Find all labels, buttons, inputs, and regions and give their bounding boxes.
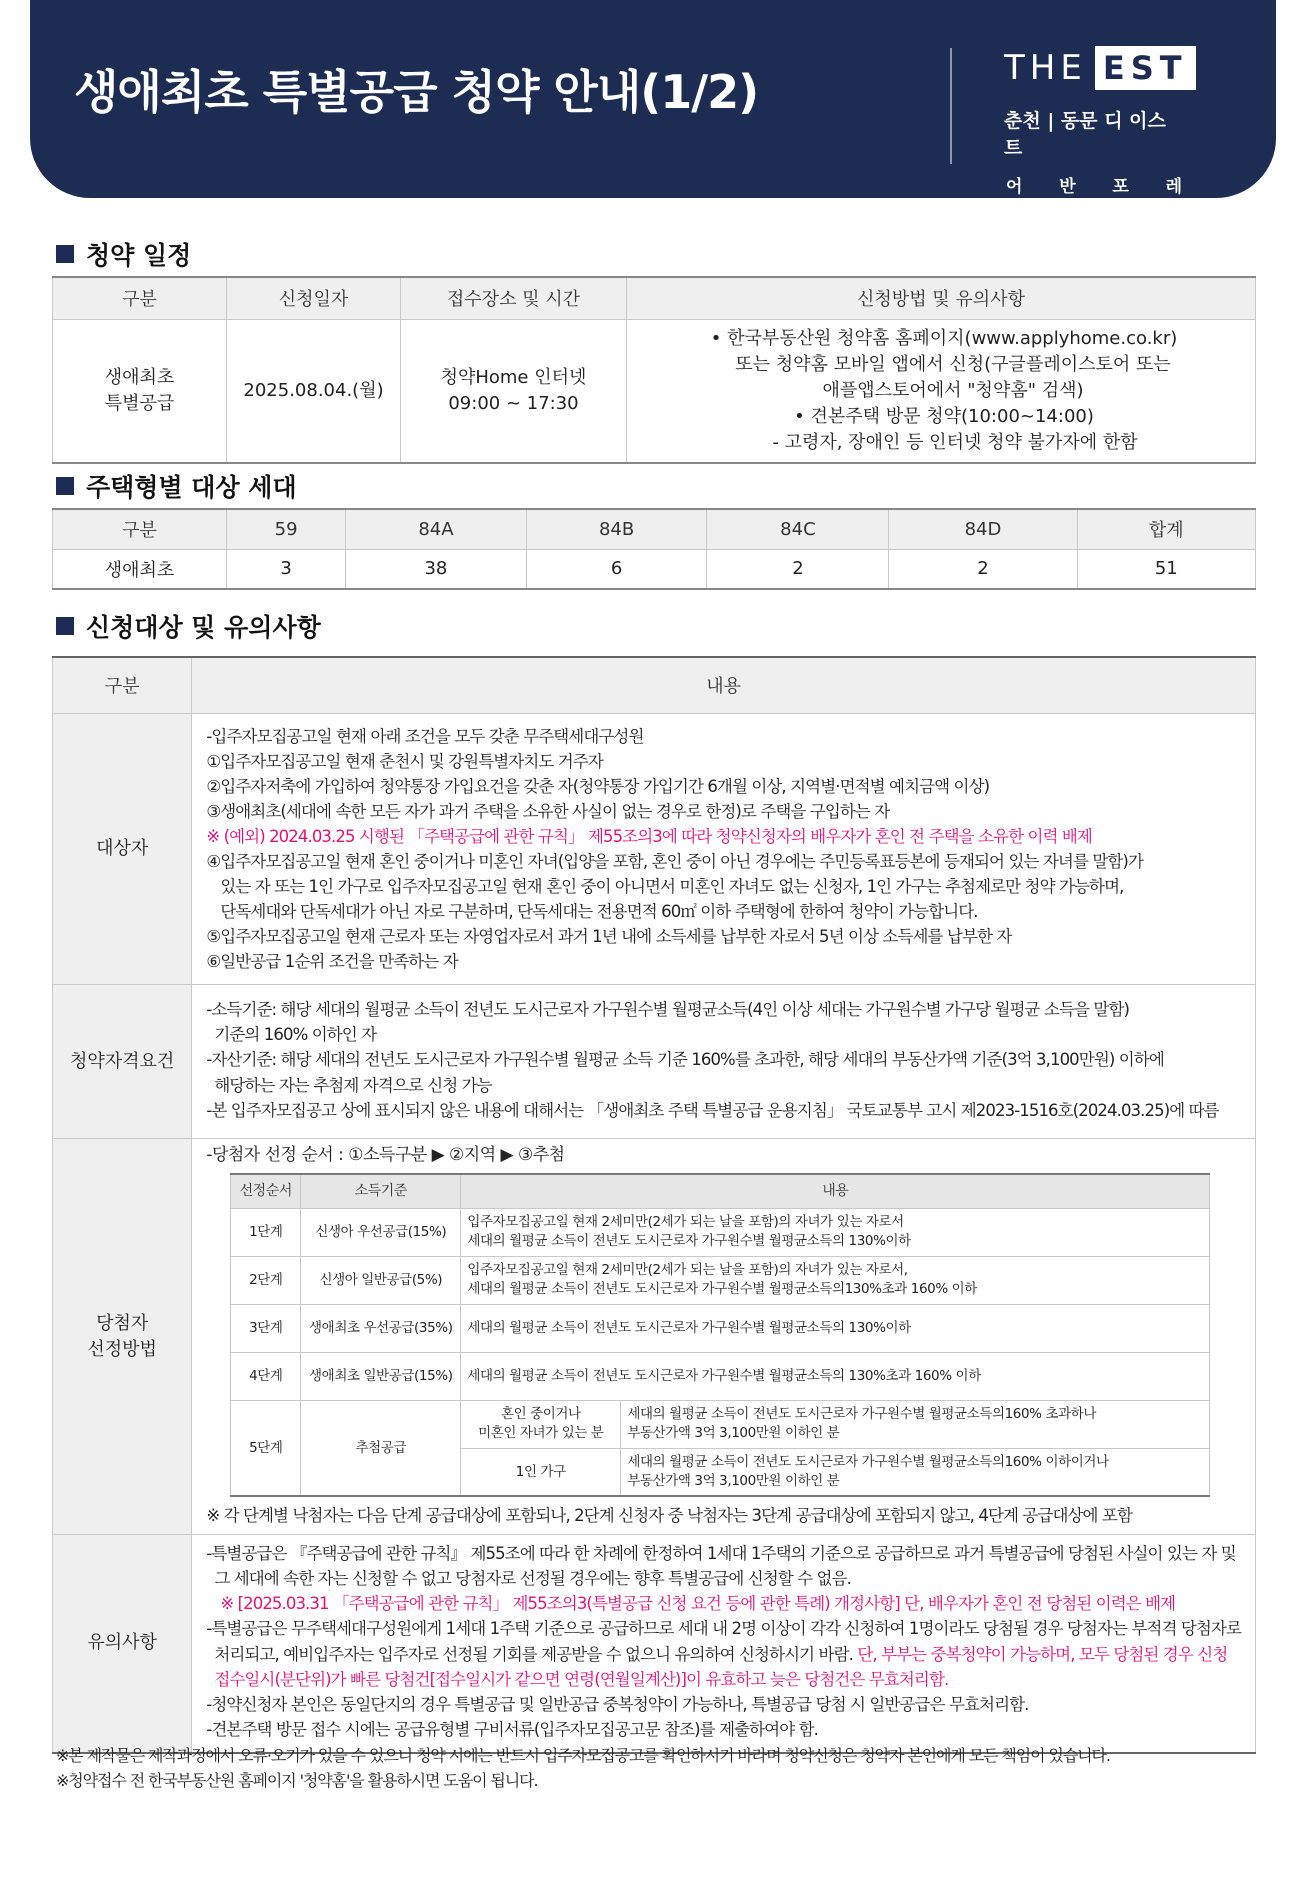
table-cell: 6	[526, 549, 707, 589]
content-line: ②입주자저축에 가입하여 청약통장 가입요건을 갖춘 자(청약통장 가입기간 6개월 이상, 지역별·면적별 예치금액 이상)	[206, 776, 990, 796]
table-cell: 2	[889, 549, 1077, 589]
square-bullet-icon	[56, 477, 74, 495]
schedule-table	[52, 276, 1256, 464]
logo-char: 어	[1006, 177, 1023, 197]
table-row	[231, 1208, 1210, 1256]
table-row	[53, 1535, 1256, 1753]
row-content	[192, 1535, 1256, 1753]
sub-criteria-cell: 1인 가구	[461, 1448, 621, 1496]
logo-char: 레	[1165, 177, 1182, 197]
content-line: -견본주택 방문 접수 시에는 공급유형별 구비서류(입주자모집공고문 참조)를 제출하여야 함.	[206, 1719, 818, 1739]
cell-text: 입주자모집공고일 현재 2세미만(2세가 되는 날을 포함)의 자녀가 있는 자로서,	[467, 1262, 908, 1279]
table-header: 신청일자	[227, 277, 401, 319]
cell-text: 부동산가액 3억 3,100만원 이하인 분	[627, 1472, 840, 1489]
method-line: • 한국부동산원 청약홈 홈페이지(www.applyhome.co.kr)	[710, 327, 1178, 349]
content-cell	[621, 1400, 1210, 1448]
selection-order: -당첨자 선정 순서 : ①소득구분 ▶ ②지역 ▶ ③추첨	[206, 1145, 565, 1166]
table-header: 소득기준	[301, 1174, 461, 1208]
section-heading-text: 청약 일정	[86, 241, 192, 270]
table-cell: 3	[227, 549, 346, 589]
criteria-cell: 신생아 일반공급(5%)	[301, 1256, 461, 1304]
step-cell: 1단계	[231, 1208, 301, 1256]
label-text: 선정방법	[87, 1338, 157, 1360]
section-heading-text: 주택형별 대상 세대	[86, 473, 297, 502]
step-cell: 5단계	[231, 1400, 301, 1496]
method-line: • 견본주택 방문 청약(10:00~14:00)	[794, 405, 1094, 427]
content-line-highlight: ※ [2025.03.31 「주택공급에 관한 규칙」 제55조의3(특별공급 신청 요건 등에 관한 특례) 개정사항] 단, 배우자가 혼인 전 당첨된 이력은 배제	[220, 1594, 1176, 1614]
table-row	[53, 985, 1256, 1139]
content-line-highlight: 접수일시(분단위)가 빠른 당첨건[접수일시가 같으면 연령(연월일계산)]이 유효하고 늦은 당첨건은 무효처리함.	[214, 1669, 949, 1689]
content-line: -청약신청자 본인은 동일단지의 경우 특별공급 및 일반공급 중복청약이 가능하나, 특별공급 당첨 시 일반공급은 무효처리함.	[206, 1694, 1029, 1714]
logo-subtitle-2	[1004, 172, 1184, 197]
table-header: 선정순서	[231, 1174, 301, 1208]
content-line: -자산기준: 해당 세대의 전년도 도시근로자 가구원수별 월평균 소득 기준 160%를 초과한, 해당 세대의 부동산가액 기준(3억 3,100만원) 이하에	[206, 1050, 1164, 1070]
table-cell: 생애최초	[53, 549, 227, 589]
row-content	[192, 1139, 1256, 1535]
content-cell	[461, 1256, 1210, 1304]
header-divider	[950, 48, 952, 164]
row-content	[192, 713, 1256, 985]
logo-est: EST	[1095, 46, 1196, 90]
content-line: ⑥일반공급 1순위 조건을 만족하는 자	[206, 952, 458, 972]
method-line: - 고령자, 장애인 등 인터넷 청약 불가자에 한함	[772, 431, 1138, 453]
housing-table	[52, 508, 1256, 590]
logo-char: 반	[1059, 177, 1076, 197]
table-cell: 38	[346, 549, 527, 589]
table-header: 내용	[461, 1174, 1210, 1208]
row-label: 청약자격요건	[53, 985, 192, 1139]
table-header: 84C	[707, 509, 889, 549]
content-line: ④입주자모집공고일 현재 혼인 중이거나 미혼인 자녀(입양을 포함, 혼인 중이 아닌 경우에는 주민등록표등본에 등재되어 있는 자녀를 말함)가	[206, 851, 1143, 871]
content-cell	[461, 1208, 1210, 1256]
content-line: ①입주자모집공고일 현재 춘천시 및 강원특별자치도 거주자	[206, 751, 603, 771]
row-content	[192, 985, 1256, 1139]
table-header: 합계	[1077, 509, 1255, 549]
cell-text: 청약Home 인터넷	[440, 366, 587, 388]
table-cell	[401, 319, 627, 463]
table-header: 구분	[53, 657, 192, 713]
cell-text: 부동산가액 3억 3,100만원 이하인 분	[627, 1425, 840, 1442]
content-line	[206, 1642, 1241, 1667]
table-cell: 51	[1077, 549, 1255, 589]
row-label: 대상자	[53, 713, 192, 985]
table-cell	[53, 319, 227, 463]
section-eligibility-heading	[56, 608, 321, 644]
logo-the: THE	[1004, 48, 1087, 88]
content-line: ⑤입주자모집공고일 현재 근로자 또는 자영업자로서 과거 1년 내에 소득세를 납부한 자로서 5년 이상 소득세를 납부한 자	[206, 927, 1012, 947]
table-header: 84A	[346, 509, 527, 549]
table-row	[231, 1400, 1210, 1448]
header-banner	[30, 0, 1276, 198]
content-cell: 세대의 월평균 소득이 전년도 도시근로자 가구원수별 월평균소득의 130%이하	[461, 1304, 1210, 1352]
cell-text: 특별공급	[104, 392, 175, 414]
content-line: ③생애최초(세대에 속한 모든 자가 과거 주택을 소유한 사실이 없는 경우로 한정)로 주택을 구입하는 자	[206, 801, 890, 821]
table-cell: 2025.08.04.(월)	[227, 319, 401, 463]
criteria-cell: 생애최초 우선공급(35%)	[301, 1304, 461, 1352]
square-bullet-icon	[56, 617, 74, 635]
criteria-cell: 신생아 우선공급(15%)	[301, 1208, 461, 1256]
table-cell	[627, 319, 1256, 463]
row-label: 유의사항	[53, 1535, 192, 1753]
content-line: 기준의 160% 이하인 자	[214, 1025, 377, 1045]
content-line: -특별공급은 『주택공급에 관한 규칙』 제55조에 따라 한 차례에 한정하여 1세대 1주택의 기준으로 공급하므로 과거 특별공급에 당첨된 사실이 있는 자 및	[206, 1544, 1236, 1564]
criteria-cell: 추첨공급	[301, 1400, 461, 1496]
page-title: 생애최초 특별공급 청약 안내(1/2)	[74, 65, 759, 119]
cell-text: 혼인 중이거나	[500, 1406, 581, 1423]
content-line: 있는 자 또는 1인 가구로 입주자모집공고일 현재 혼인 중이 아니면서 미혼인 자녀도 없는 신청자, 1인 가구는 추첨제로만 청약 가능하며,	[220, 876, 1124, 896]
selection-steps-table	[230, 1173, 1210, 1497]
brand-logo	[1004, 44, 1188, 197]
section-housing-heading	[56, 468, 297, 504]
table-header: 신청방법 및 유의사항	[627, 277, 1256, 319]
table-header: 84D	[889, 509, 1077, 549]
table-row	[53, 549, 1256, 589]
content-line-highlight: ※ (예외) 2024.03.25 시행된 「주택공급에 관한 규칙」 제55조의3에 따라 청약신청자의 배우자가 혼인 전 주택을 소유한 이력 배제	[206, 826, 1092, 846]
step-cell: 4단계	[231, 1352, 301, 1400]
cell-text: 세대의 월평균 소득이 전년도 도시근로자 가구원수별 월평균소득의130%초과 160% 이하	[467, 1281, 977, 1298]
sub-criteria-cell	[461, 1400, 621, 1448]
logo-char: 포	[1112, 177, 1129, 197]
content-line: -소득기준: 해당 세대의 월평균 소득이 전년도 도시근로자 가구원수별 월평균소득(4인 이상 세대는 가구원수별 가구당 월평균 소득을 말함)	[206, 1000, 1130, 1020]
logo-subtitle: 춘천 | 동문 디 이스트	[1004, 110, 1166, 159]
table-row	[231, 1352, 1210, 1400]
content-line: -입주자모집공고일 현재 아래 조건을 모두 갖춘 무주택세대구성원	[206, 726, 644, 746]
footnotes	[56, 1744, 1110, 1794]
cell-text: 입주자모집공고일 현재 2세미만(2세가 되는 날을 포함)의 자녀가 있는 자로서	[467, 1214, 904, 1231]
table-row	[231, 1304, 1210, 1352]
content-line: -본 입주자모집공고 상에 표시되지 않은 내용에 대해서는 「생애최초 주택 특별공급 운용지침」 국토교통부 고시 제2023-1516호(2024.03.25)에 따름	[206, 1100, 1219, 1120]
cell-text: 미혼인 자녀가 있는 분	[478, 1425, 604, 1442]
criteria-cell: 생애최초 일반공급(15%)	[301, 1352, 461, 1400]
content-line: 해당하는 자는 추첨제 자격으로 신청 가능	[214, 1075, 492, 1095]
content-line: 그 세대에 속한 자는 신청할 수 없고 당첨자로 선정될 경우에는 향후 특별공급에 신청할 수 없음.	[214, 1569, 851, 1589]
cell-text: 09:00 ~ 17:30	[448, 392, 579, 414]
selection-note: ※ 각 단계별 낙첨자는 다음 단계 공급대상에 포함되나, 2단계 신청자 중 낙첨자는 3단계 공급대상에 포함되지 않고, 4단계 공급대상에 포함	[206, 1506, 1132, 1526]
table-header: 접수장소 및 시간	[401, 277, 627, 319]
section-heading-text: 신청대상 및 유의사항	[86, 613, 321, 642]
cell-text: 세대의 월평균 소득이 전년도 도시근로자 가구원수별 월평균소득의160% 이하이거나	[627, 1454, 1109, 1471]
table-row	[231, 1256, 1210, 1304]
content-text: 처리되고, 예비입주자는 입주자로 선정될 기회를 제공받을 수 없으니 유의하여 신청하시기 바람.	[214, 1644, 858, 1664]
content-cell	[621, 1448, 1210, 1496]
content-text-highlight: 단, 부부는 중복청약이 가능하며, 모두 당첨된 경우 신청	[857, 1644, 1228, 1664]
section-schedule-heading	[56, 236, 191, 272]
table-header: 84B	[526, 509, 707, 549]
table-header: 내용	[192, 657, 1256, 713]
method-line: 또는 청약홈 모바일 앱에서 신청(구글플레이스토어 또는	[735, 353, 1171, 375]
cell-text: 생애최초	[104, 366, 175, 388]
content-line: 단독세대와 단독세대가 아닌 자로 구분하며, 단독세대는 전용면적 60㎡ 이하 주택형에 한하여 청약이 가능합니다.	[220, 902, 978, 922]
step-cell: 3단계	[231, 1304, 301, 1352]
content-line: -특별공급은 무주택세대구성원에게 1세대 1주택 기준으로 공급하므로 세대 내 2명 이상이 각각 신청하여 1명이라도 당첨될 경우 당첨자는 부적격 당첨자로	[206, 1619, 1241, 1639]
eligibility-table	[52, 656, 1256, 1754]
square-bullet-icon	[56, 245, 74, 263]
footnote-line: ※본 제작물은 제작과정에서 오류·오기가 있을 수 있으니 청약 시에는 반드시 입주자모집공고를 확인하시기 바라며 청약신청은 청약자 본인에게 모든 책임이 있습니다.	[56, 1746, 1110, 1765]
cell-text: 세대의 월평균 소득이 전년도 도시근로자 가구원수별 월평균소득의 130%이하	[467, 1233, 911, 1250]
label-text: 당첨자	[96, 1312, 149, 1334]
row-label	[53, 1139, 192, 1535]
table-row	[53, 1139, 1256, 1535]
table-row	[53, 319, 1256, 463]
content-cell: 세대의 월평균 소득이 전년도 도시근로자 가구원수별 월평균소득의 130%초과 160% 이하	[461, 1352, 1210, 1400]
table-cell: 2	[707, 549, 889, 589]
table-header: 구분	[53, 509, 227, 549]
footnote-line: ※청약접수 전 한국부동산원 홈페이지 '청약홈'을 활용하시면 도움이 됩니다.	[56, 1770, 538, 1790]
step-cell: 2단계	[231, 1256, 301, 1304]
cell-text: 세대의 월평균 소득이 전년도 도시근로자 가구원수별 월평균소득의160% 초과하나	[627, 1406, 1097, 1423]
table-row	[53, 713, 1256, 985]
table-header: 59	[227, 509, 346, 549]
table-header: 구분	[53, 277, 227, 319]
method-line: 애플앱스토어에서 "청약홈" 검색)	[822, 379, 1084, 401]
